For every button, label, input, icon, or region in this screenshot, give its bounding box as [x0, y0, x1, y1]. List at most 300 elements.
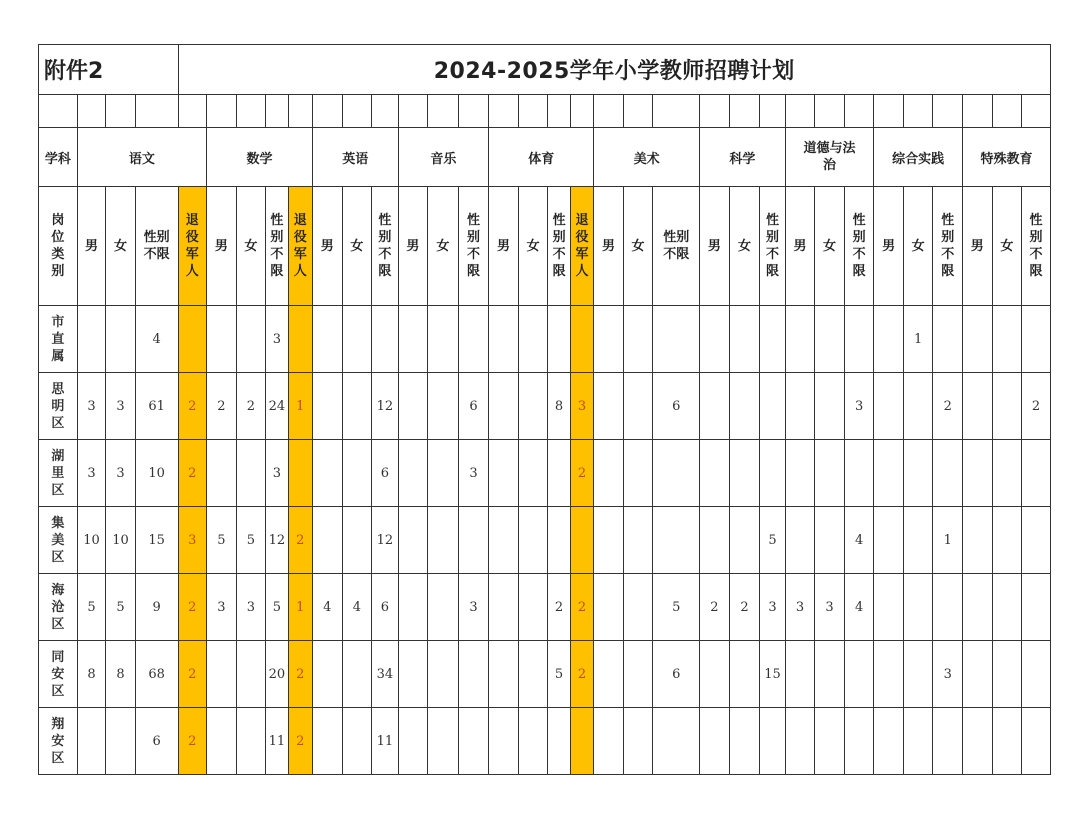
- veteran-column-header-text: 退役军人: [575, 213, 589, 279]
- gender-column-header: [266, 187, 288, 306]
- blank-cell: [785, 95, 815, 128]
- quota-cell: [653, 306, 700, 373]
- subject-header: 数学: [207, 128, 313, 187]
- district-row: [39, 641, 1051, 708]
- quota-cell: [844, 708, 874, 775]
- quota-cell: 11: [372, 708, 398, 775]
- veteran-quota-cell: 1: [288, 574, 312, 641]
- gender-column-header: [653, 187, 700, 306]
- quota-cell: [903, 708, 933, 775]
- quota-cell: [963, 440, 993, 507]
- quota-cell: [106, 306, 136, 373]
- quota-cell: 5: [207, 507, 237, 574]
- veteran-quota-cell: 2: [570, 440, 593, 507]
- quota-cell: 2: [236, 373, 266, 440]
- quota-cell: [992, 507, 1022, 574]
- quota-cell: [458, 507, 489, 574]
- quota-cell: [815, 507, 845, 574]
- quota-cell: [428, 708, 459, 775]
- quota-cell: 2: [207, 373, 237, 440]
- quota-cell: [903, 507, 933, 574]
- quota-cell: [236, 440, 266, 507]
- blank-cell: [963, 95, 993, 128]
- veteran-quota-cell: 2: [570, 574, 593, 641]
- quota-cell: [489, 373, 519, 440]
- quota-cell: 3: [236, 574, 266, 641]
- quota-cell: [594, 507, 624, 574]
- quota-cell: [729, 373, 760, 440]
- gender-column-header: 男: [489, 187, 519, 306]
- veteran-column-header: [178, 187, 207, 306]
- subject-header: 综合实践: [874, 128, 963, 187]
- quota-cell: [963, 507, 993, 574]
- district-row: [39, 440, 1051, 507]
- quota-cell: [594, 708, 624, 775]
- quota-cell: 2: [729, 574, 760, 641]
- quota-cell: [700, 708, 730, 775]
- blank-cell: [518, 95, 548, 128]
- quota-cell: 8: [106, 641, 136, 708]
- quota-cell: [760, 440, 785, 507]
- quota-cell: 12: [372, 507, 398, 574]
- quota-cell: [963, 708, 993, 775]
- gender-column-header: 女: [106, 187, 136, 306]
- quota-cell: [933, 574, 963, 641]
- quota-cell: [874, 708, 904, 775]
- quota-cell: [874, 373, 904, 440]
- blank-cell: [236, 95, 266, 128]
- gender-column-header: 男: [963, 187, 993, 306]
- quota-cell: [760, 708, 785, 775]
- blank-cell: [700, 95, 730, 128]
- quota-cell: 2: [548, 574, 570, 641]
- gender-column-header: 男: [77, 187, 106, 306]
- veteran-quota-cell: 3: [570, 373, 593, 440]
- quota-cell: [729, 708, 760, 775]
- blank-cell: [106, 95, 136, 128]
- quota-cell: [844, 641, 874, 708]
- quota-cell: [428, 574, 459, 641]
- blank-cell: [653, 95, 700, 128]
- district-name: [39, 574, 78, 641]
- quota-cell: [963, 641, 993, 708]
- gender-column-header-text: 性别不限: [466, 213, 480, 279]
- quota-cell: [594, 641, 624, 708]
- gender-column-header: 男: [700, 187, 730, 306]
- quota-cell: 24: [266, 373, 288, 440]
- quota-cell: [518, 440, 548, 507]
- blank-cell: [398, 95, 428, 128]
- quota-cell: [785, 306, 815, 373]
- quota-cell: [313, 708, 343, 775]
- gender-column-header: 女: [428, 187, 459, 306]
- gender-column-header: 女: [729, 187, 760, 306]
- gender-column-header: [548, 187, 570, 306]
- quota-cell: [963, 306, 993, 373]
- quota-cell: [992, 373, 1022, 440]
- gender-column-header: 女: [815, 187, 845, 306]
- quota-cell: [398, 507, 428, 574]
- quota-cell: 6: [653, 641, 700, 708]
- quota-cell: [489, 708, 519, 775]
- blank-cell: [760, 95, 785, 128]
- quota-cell: 5: [236, 507, 266, 574]
- blank-cell: [458, 95, 489, 128]
- gender-column-header: [372, 187, 398, 306]
- blank-cell: [729, 95, 760, 128]
- quota-cell: 20: [266, 641, 288, 708]
- quota-cell: [398, 373, 428, 440]
- quota-cell: 6: [458, 373, 489, 440]
- quota-cell: [342, 507, 372, 574]
- district-name: [39, 440, 78, 507]
- gender-column-header: [458, 187, 489, 306]
- position-header-label: [39, 187, 78, 306]
- veteran-quota-cell: 2: [288, 641, 312, 708]
- quota-cell: [785, 373, 815, 440]
- gender-column-header: 女: [342, 187, 372, 306]
- quota-cell: 12: [266, 507, 288, 574]
- veteran-quota-cell: [570, 507, 593, 574]
- gender-column-header: 女: [236, 187, 266, 306]
- quota-cell: 5: [548, 641, 570, 708]
- quota-cell: [458, 708, 489, 775]
- quota-cell: [518, 708, 548, 775]
- quota-cell: [236, 306, 266, 373]
- quota-cell: [760, 306, 785, 373]
- blank-cell: [992, 95, 1022, 128]
- veteran-quota-cell: [570, 306, 593, 373]
- gender-column-header: 女: [518, 187, 548, 306]
- subject-header: 特殊教育: [963, 128, 1051, 187]
- quota-cell: [398, 641, 428, 708]
- veteran-quota-cell: [570, 708, 593, 775]
- quota-cell: [963, 574, 993, 641]
- gender-column-header: [1022, 187, 1051, 306]
- district-name-text: 同安区: [51, 649, 65, 699]
- quota-cell: [342, 306, 372, 373]
- gender-column-header: [135, 187, 178, 306]
- quota-cell: [313, 507, 343, 574]
- quota-cell: [785, 708, 815, 775]
- quota-cell: 9: [135, 574, 178, 641]
- subject-header: 科学: [700, 128, 786, 187]
- quota-cell: [815, 306, 845, 373]
- district-name: [39, 306, 78, 373]
- blank-cell: [815, 95, 845, 128]
- quota-cell: [992, 708, 1022, 775]
- blank-cell: [489, 95, 519, 128]
- quota-cell: [623, 641, 653, 708]
- quota-cell: [236, 641, 266, 708]
- quota-cell: [398, 574, 428, 641]
- quota-cell: [489, 507, 519, 574]
- quota-cell: [548, 507, 570, 574]
- quota-cell: 5: [760, 507, 785, 574]
- quota-cell: [1022, 574, 1051, 641]
- veteran-quota-cell: [288, 440, 312, 507]
- gender-column-header: 男: [874, 187, 904, 306]
- veteran-quota-cell: 1: [288, 373, 312, 440]
- quota-cell: [815, 373, 845, 440]
- quota-cell: [729, 641, 760, 708]
- quota-cell: [623, 440, 653, 507]
- quota-cell: [844, 306, 874, 373]
- subject-header: 美术: [594, 128, 700, 187]
- quota-cell: [342, 708, 372, 775]
- quota-cell: 15: [135, 507, 178, 574]
- gender-column-header: [844, 187, 874, 306]
- quota-cell: 3: [77, 440, 106, 507]
- subject-header: 英语: [313, 128, 399, 187]
- quota-cell: [1022, 507, 1051, 574]
- quota-cell: [623, 708, 653, 775]
- quota-cell: [489, 306, 519, 373]
- subject-header: 体育: [489, 128, 594, 187]
- quota-cell: 6: [372, 440, 398, 507]
- quota-cell: [623, 574, 653, 641]
- quota-cell: [700, 641, 730, 708]
- quota-cell: [428, 641, 459, 708]
- quota-cell: [903, 641, 933, 708]
- quota-cell: 3: [760, 574, 785, 641]
- quota-cell: [760, 373, 785, 440]
- quota-cell: 2: [933, 373, 963, 440]
- district-row: [39, 373, 1051, 440]
- gender-column-header: 男: [313, 187, 343, 306]
- district-name-text: 思明区: [51, 381, 65, 431]
- quota-cell: [874, 306, 904, 373]
- quota-cell: 5: [653, 574, 700, 641]
- gender-column-header: 男: [398, 187, 428, 306]
- quota-cell: [903, 574, 933, 641]
- quota-cell: [700, 507, 730, 574]
- quota-cell: [77, 306, 106, 373]
- quota-cell: [653, 440, 700, 507]
- quota-cell: 2: [1022, 373, 1051, 440]
- quota-cell: [815, 641, 845, 708]
- attachment-label: 附件2: [39, 45, 179, 95]
- quota-cell: [106, 708, 136, 775]
- quota-cell: 68: [135, 641, 178, 708]
- quota-cell: 5: [106, 574, 136, 641]
- veteran-quota-cell: 2: [178, 708, 207, 775]
- quota-cell: [428, 440, 459, 507]
- quota-cell: [313, 373, 343, 440]
- quota-cell: 3: [458, 440, 489, 507]
- district-name: [39, 373, 78, 440]
- quota-cell: [992, 641, 1022, 708]
- subject-header-text: 道德与法治: [803, 141, 856, 173]
- quota-cell: [428, 507, 459, 574]
- quota-cell: [548, 708, 570, 775]
- blank-cell: [874, 95, 904, 128]
- quota-cell: 3: [458, 574, 489, 641]
- quota-cell: [236, 708, 266, 775]
- quota-cell: 3: [844, 373, 874, 440]
- blank-cell: [313, 95, 343, 128]
- quota-cell: 10: [77, 507, 106, 574]
- quota-cell: 34: [372, 641, 398, 708]
- subject-header-label: 学科: [39, 128, 78, 187]
- quota-cell: [398, 708, 428, 775]
- quota-cell: [489, 641, 519, 708]
- quota-cell: [428, 306, 459, 373]
- quota-cell: [518, 306, 548, 373]
- gender-column-header-text: 性别不限: [1029, 213, 1043, 279]
- quota-cell: [1022, 641, 1051, 708]
- quota-cell: [207, 708, 237, 775]
- quota-cell: 4: [135, 306, 178, 373]
- quota-cell: [313, 641, 343, 708]
- quota-cell: [548, 306, 570, 373]
- quota-cell: [458, 641, 489, 708]
- quota-cell: 3: [207, 574, 237, 641]
- veteran-quota-cell: [178, 306, 207, 373]
- quota-cell: [963, 373, 993, 440]
- veteran-column-header-text: 退役军人: [293, 213, 307, 279]
- quota-cell: [700, 440, 730, 507]
- quota-cell: [623, 306, 653, 373]
- quota-cell: 4: [844, 574, 874, 641]
- quota-cell: [933, 708, 963, 775]
- quota-cell: [623, 507, 653, 574]
- quota-cell: [729, 306, 760, 373]
- quota-cell: [1022, 708, 1051, 775]
- quota-cell: [992, 440, 1022, 507]
- veteran-quota-cell: 2: [178, 574, 207, 641]
- quota-cell: [785, 641, 815, 708]
- gender-column-header-text: 性别不限: [852, 213, 866, 279]
- quota-cell: [207, 641, 237, 708]
- quota-cell: 8: [77, 641, 106, 708]
- blank-row: [39, 95, 1051, 128]
- quota-cell: [815, 440, 845, 507]
- quota-cell: 6: [653, 373, 700, 440]
- quota-cell: 61: [135, 373, 178, 440]
- gender-column-header: 女: [623, 187, 653, 306]
- district-name-text: 市直属: [51, 314, 65, 364]
- quota-cell: [700, 306, 730, 373]
- quota-cell: 3: [106, 373, 136, 440]
- veteran-quota-cell: 3: [178, 507, 207, 574]
- blank-cell: [844, 95, 874, 128]
- subject-header: 语文: [77, 128, 206, 187]
- blank-cell: [594, 95, 624, 128]
- title-row: [39, 45, 1051, 95]
- district-name: [39, 507, 78, 574]
- quota-cell: 1: [933, 507, 963, 574]
- quota-cell: [933, 306, 963, 373]
- quota-cell: [844, 440, 874, 507]
- quota-cell: [428, 373, 459, 440]
- quota-cell: 2: [700, 574, 730, 641]
- veteran-quota-cell: 2: [178, 641, 207, 708]
- veteran-column-header-text: 退役军人: [185, 213, 199, 279]
- quota-cell: [594, 440, 624, 507]
- gender-column-header-text: 性别不限: [765, 213, 779, 279]
- quota-cell: [933, 440, 963, 507]
- veteran-quota-cell: 2: [288, 507, 312, 574]
- subject-header: 音乐: [398, 128, 489, 187]
- gender-column-header: 女: [903, 187, 933, 306]
- district-row: [39, 306, 1051, 373]
- position-header-label-text: 岗位类别: [51, 213, 65, 279]
- gender-column-header: 男: [594, 187, 624, 306]
- quota-cell: 10: [106, 507, 136, 574]
- quota-cell: [398, 306, 428, 373]
- quota-cell: [489, 440, 519, 507]
- district-name: [39, 708, 78, 775]
- quota-cell: 12: [372, 373, 398, 440]
- blank-cell: [428, 95, 459, 128]
- quota-cell: [548, 440, 570, 507]
- quota-cell: [729, 507, 760, 574]
- quota-cell: [992, 574, 1022, 641]
- district-row: [39, 507, 1051, 574]
- gender-column-header: [760, 187, 785, 306]
- quota-cell: 5: [77, 574, 106, 641]
- blank-cell: [178, 95, 207, 128]
- recruitment-plan-table: [38, 44, 1051, 775]
- quota-cell: [992, 306, 1022, 373]
- gender-column-header-text: 性别不限: [941, 213, 955, 279]
- quota-cell: 5: [266, 574, 288, 641]
- blank-cell: [903, 95, 933, 128]
- quota-cell: 3: [77, 373, 106, 440]
- quota-cell: [874, 440, 904, 507]
- quota-cell: [594, 373, 624, 440]
- quota-cell: [653, 708, 700, 775]
- gender-column-header: 男: [207, 187, 237, 306]
- gender-column-header-text: 性别不限: [663, 230, 690, 262]
- district-row: [39, 708, 1051, 775]
- blank-cell: [135, 95, 178, 128]
- quota-cell: [313, 306, 343, 373]
- quota-cell: [342, 440, 372, 507]
- quota-cell: 11: [266, 708, 288, 775]
- quota-cell: 10: [135, 440, 178, 507]
- quota-cell: [874, 574, 904, 641]
- quota-cell: [874, 507, 904, 574]
- quota-cell: 3: [266, 306, 288, 373]
- quota-cell: [785, 507, 815, 574]
- quota-cell: [207, 306, 237, 373]
- quota-cell: [729, 440, 760, 507]
- quota-cell: [77, 708, 106, 775]
- quota-cell: [489, 574, 519, 641]
- blank-cell: [933, 95, 963, 128]
- district-name-text: 集美区: [51, 515, 65, 565]
- quota-cell: [785, 440, 815, 507]
- blank-cell: [266, 95, 288, 128]
- quota-cell: [207, 440, 237, 507]
- quota-cell: [815, 708, 845, 775]
- blank-cell: [207, 95, 237, 128]
- district-name: [39, 641, 78, 708]
- quota-cell: [1022, 306, 1051, 373]
- veteran-column-header: [570, 187, 593, 306]
- quota-cell: 6: [372, 574, 398, 641]
- quota-cell: 3: [933, 641, 963, 708]
- gender-column-header: 女: [992, 187, 1022, 306]
- quota-cell: 4: [313, 574, 343, 641]
- subject-header: [785, 128, 874, 187]
- veteran-quota-cell: [288, 306, 312, 373]
- quota-cell: [1022, 440, 1051, 507]
- quota-cell: [903, 440, 933, 507]
- position-header-row: [39, 187, 1051, 306]
